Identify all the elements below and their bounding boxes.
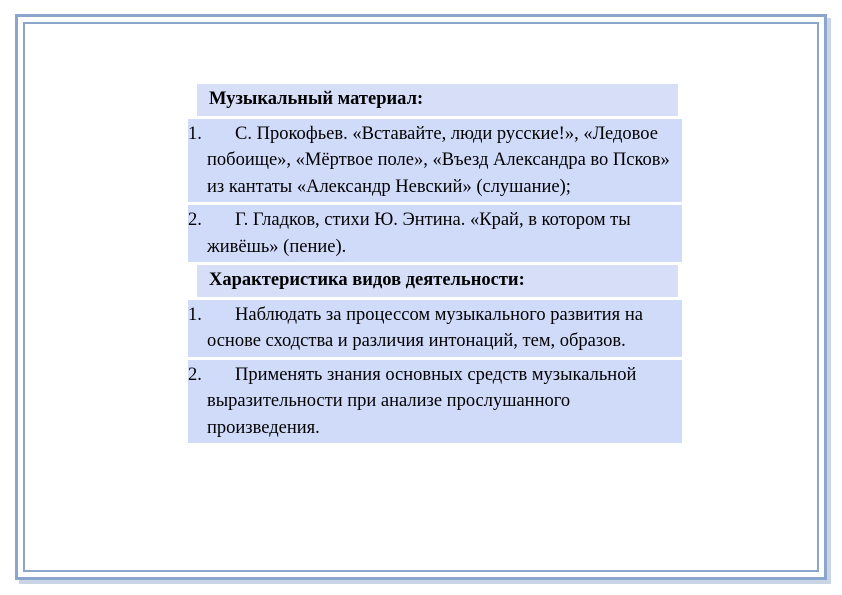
material-list — [188, 119, 682, 263]
frame-shadow-right — [827, 18, 831, 584]
activities-list — [188, 300, 682, 444]
list-item-text: Наблюдать за процессом музыкального развития на основе сходства и различия интонаций, тем, образов. — [207, 304, 643, 351]
list-item-text: С. Прокофьев. «Вставайте, люди русские!», «Ледовое побоище», «Мёртвое поле», «Въезд Александра во Псков» из кантаты «Александр Невский» (слушание); — [207, 123, 670, 197]
list-number: 2. — [188, 210, 202, 230]
section-heading-activities: Характеристика видов деятельности: — [197, 265, 678, 297]
frame-shadow-bottom — [19, 580, 831, 584]
slide-content — [188, 84, 682, 446]
list-item-text: Г. Гладков, стихи Ю. Энтина. «Край, в котором ты живёшь» (пение). — [207, 210, 631, 257]
list-item — [188, 300, 682, 357]
list-item — [188, 357, 682, 444]
list-number: 2. — [188, 364, 202, 385]
list-item — [188, 119, 682, 203]
list-item — [188, 202, 682, 262]
list-number: 1. — [188, 304, 202, 325]
list-item-text: Применять знания основных средств музыкальной выразительности при анализе прослушанного произведения. — [207, 364, 637, 438]
list-number: 1. — [188, 123, 202, 144]
section-heading-material: Музыкальный материал: — [197, 84, 678, 116]
